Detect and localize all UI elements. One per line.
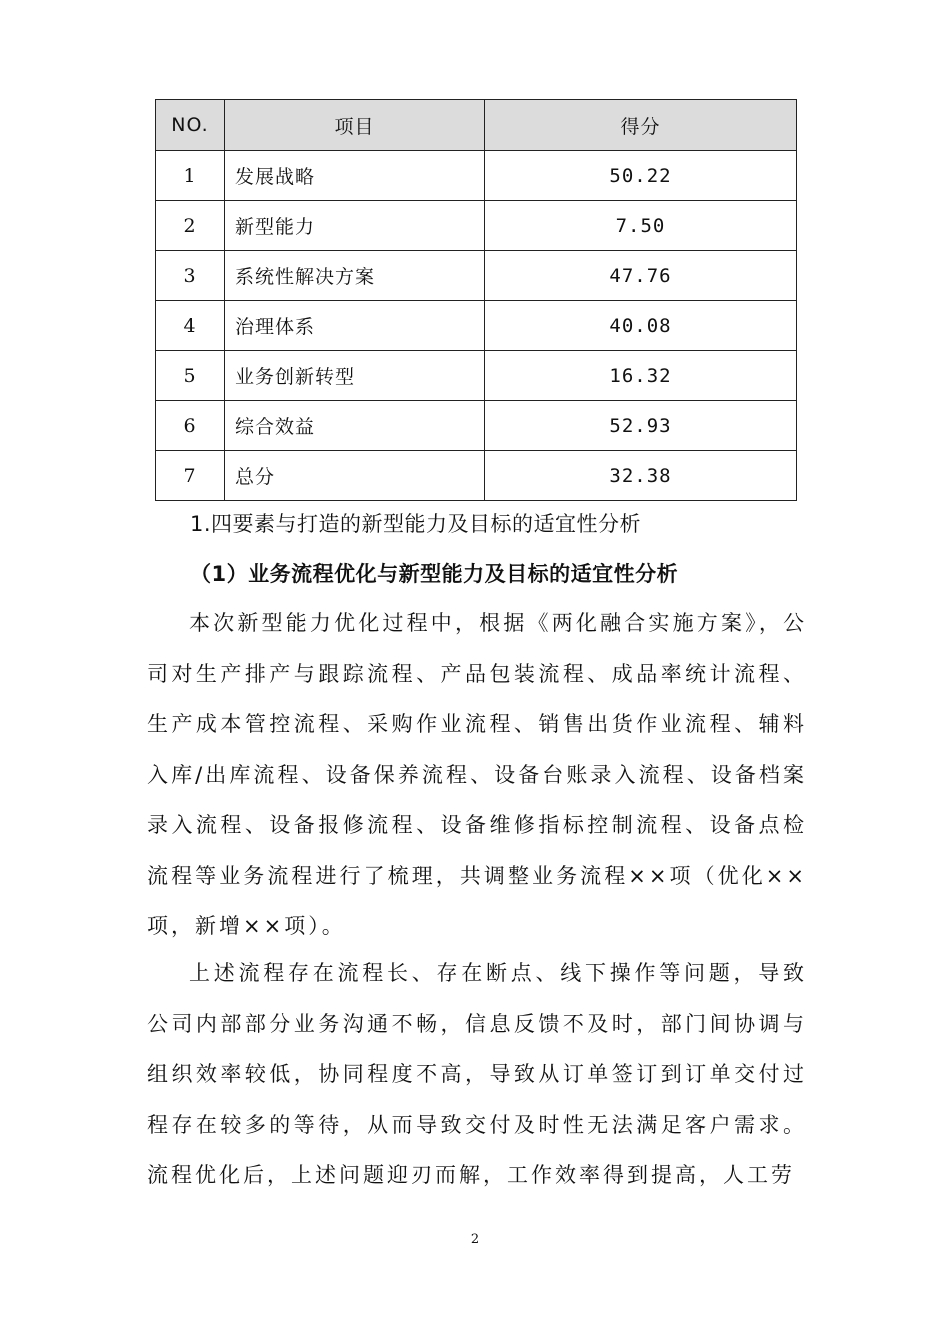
row-item: 治理体系 [225,301,485,351]
row-score: 40.08 [485,301,797,351]
table-row [156,251,797,301]
body-paragraph: 上述流程存在流程长、存在断点、线下操作等问题，导致公司内部部分业务沟通不畅，信息反馈不及时，部门间协调与组织效率较低，协同程度不高，导致从订单签订到订单交付过程存在较多的等待，从而导致交付及时性无法满足客户需求。流程优化后，上述问题迎刃而解，工作效率得到提高，人工劳 [147,961,807,1187]
row-score: 32.38 [485,451,797,501]
row-item: 业务创新转型 [225,351,485,401]
score-table [155,99,797,501]
row-item: 系统性解决方案 [225,251,485,301]
header-score: 得分 [485,100,797,151]
table-row [156,351,797,401]
table-row [156,401,797,451]
section-heading: 1.四要素与打造的新型能力及目标的适宜性分析 [190,512,642,536]
table-row [156,451,797,501]
page-number: 2 [470,1232,480,1247]
row-score: 47.76 [485,251,797,301]
subsection-heading: （1）业务流程优化与新型能力及目标的适宜性分析 [190,562,679,586]
row-no: 1 [156,151,225,201]
row-item: 总分 [225,451,485,501]
row-no: 5 [156,351,225,401]
row-no: 7 [156,451,225,501]
body-paragraph: 本次新型能力优化过程中，根据《两化融合实施方案》，公司对生产排产与跟踪流程、产品包装流程、成品率统计流程、生产成本管控流程、采购作业流程、销售出货作业流程、辅料入库/出库流程、设备保养流程、设备台账录入流程、设备档案录入流程、设备报修流程、设备维修指标控制流程、设备点检流程等业务流程进行了梳理，共调整业务流程××项（优化××项，新增××项）。 [147,611,807,938]
row-item: 新型能力 [225,201,485,251]
row-no: 2 [156,201,225,251]
table-header-row [156,100,797,151]
header-no: NO. [156,100,225,151]
row-score: 7.50 [485,201,797,251]
table-row [156,201,797,251]
row-item: 发展战略 [225,151,485,201]
header-item: 项目 [225,100,485,151]
table-row [156,301,797,351]
row-score: 16.32 [485,351,797,401]
row-no: 6 [156,401,225,451]
row-no: 4 [156,301,225,351]
row-no: 3 [156,251,225,301]
table-row [156,151,797,201]
row-score: 52.93 [485,401,797,451]
row-item: 综合效益 [225,401,485,451]
row-score: 50.22 [485,151,797,201]
